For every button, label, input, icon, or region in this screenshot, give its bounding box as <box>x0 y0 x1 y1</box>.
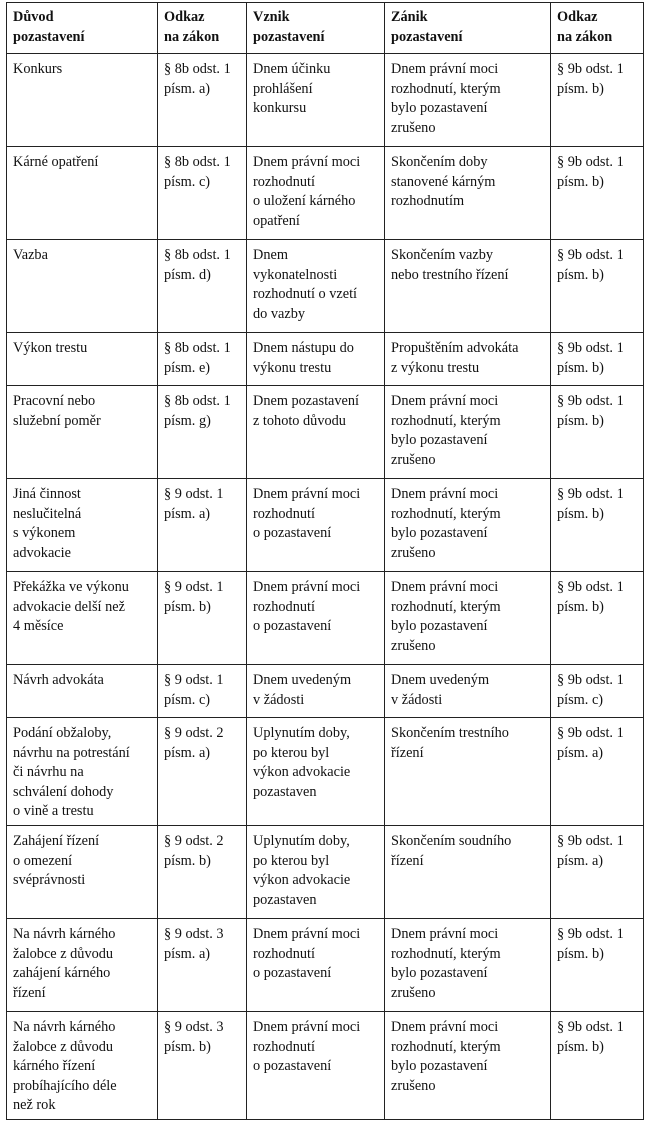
cell-law-ref-2: § 9b odst. 1 písm. b) <box>551 240 644 333</box>
cell-law-ref: § 8b odst. 1 písm. a) <box>158 54 247 147</box>
cell-termination: Dnem uvedeným v žádosti <box>385 665 551 718</box>
cell-law-ref: § 9 odst. 1 písm. b) <box>158 572 247 665</box>
cell-law-ref-2: § 9b odst. 1 písm. b) <box>551 1011 644 1119</box>
cell-law-ref: § 8b odst. 1 písm. g) <box>158 386 247 479</box>
cell-termination: Dnem právní moci rozhodnutí, kterým bylo pozastavení zrušeno <box>385 572 551 665</box>
header-reason: Důvod pozastavení <box>7 3 158 54</box>
cell-law-ref-2: § 9b odst. 1 písm. a) <box>551 825 644 918</box>
cell-law-ref-2: § 9b odst. 1 písm. c) <box>551 665 644 718</box>
cell-origin: Uplynutím doby, po kterou byl výkon advokacie pozastaven <box>247 825 385 918</box>
cell-law-ref-2: § 9b odst. 1 písm. b) <box>551 386 644 479</box>
cell-origin: Dnem vykonatelnosti rozhodnutí o vzetí do vazby <box>247 240 385 333</box>
cell-law-ref-2: § 9b odst. 1 písm. b) <box>551 147 644 240</box>
table-row <box>7 665 644 718</box>
table-row <box>7 240 644 333</box>
cell-origin: Dnem právní moci rozhodnutí o uložení kárného opatření <box>247 147 385 240</box>
table-header-row <box>7 3 644 54</box>
cell-law-ref: § 9 odst. 3 písm. a) <box>158 918 247 1011</box>
table-row <box>7 918 644 1011</box>
cell-reason: Návrh advokáta <box>7 665 158 718</box>
cell-termination: Skončením soudního řízení <box>385 825 551 918</box>
cell-law-ref-2: § 9b odst. 1 písm. b) <box>551 572 644 665</box>
cell-origin: Dnem uvedeným v žádosti <box>247 665 385 718</box>
table-row <box>7 333 644 386</box>
cell-origin: Dnem právní moci rozhodnutí o pozastavení <box>247 479 385 572</box>
cell-origin: Dnem účinku prohlášení konkursu <box>247 54 385 147</box>
table-row <box>7 386 644 479</box>
header-origin: Vznik pozastavení <box>247 3 385 54</box>
cell-reason: Pracovní nebo služební poměr <box>7 386 158 479</box>
cell-law-ref-2: § 9b odst. 1 písm. b) <box>551 333 644 386</box>
table-row <box>7 825 644 918</box>
cell-termination: Dnem právní moci rozhodnutí, kterým bylo pozastavení zrušeno <box>385 479 551 572</box>
cell-law-ref: § 8b odst. 1 písm. d) <box>158 240 247 333</box>
cell-law-ref: § 8b odst. 1 písm. e) <box>158 333 247 386</box>
cell-termination: Dnem právní moci rozhodnutí, kterým bylo pozastavení zrušeno <box>385 1011 551 1119</box>
cell-origin: Dnem právní moci rozhodnutí o pozastavení <box>247 1011 385 1119</box>
header-law-ref: Odkaz na zákon <box>158 3 247 54</box>
cell-termination: Dnem právní moci rozhodnutí, kterým bylo pozastavení zrušeno <box>385 386 551 479</box>
cell-reason: Na návrh kárného žalobce z důvodu kárného řízení probíhajícího déle než rok <box>7 1011 158 1119</box>
cell-reason: Kárné opatření <box>7 147 158 240</box>
header-termination: Zánik pozastavení <box>385 3 551 54</box>
cell-termination: Propuštěním advokáta z výkonu trestu <box>385 333 551 386</box>
cell-law-ref-2: § 9b odst. 1 písm. b) <box>551 918 644 1011</box>
cell-reason: Podání obžaloby, návrhu na potrestání či návrhu na schválení dohody o vině a trestu <box>7 718 158 826</box>
cell-reason: Na návrh kárného žalobce z důvodu zahájení kárného řízení <box>7 918 158 1011</box>
cell-reason: Konkurs <box>7 54 158 147</box>
cell-termination: Dnem právní moci rozhodnutí, kterým bylo pozastavení zrušeno <box>385 918 551 1011</box>
table-row <box>7 572 644 665</box>
cell-reason: Zahájení řízení o omezení svéprávnosti <box>7 825 158 918</box>
header-law-ref-2: Odkaz na zákon <box>551 3 644 54</box>
cell-origin: Dnem právní moci rozhodnutí o pozastavení <box>247 572 385 665</box>
cell-law-ref: § 9 odst. 2 písm. b) <box>158 825 247 918</box>
table-row <box>7 147 644 240</box>
cell-law-ref: § 9 odst. 3 písm. b) <box>158 1011 247 1119</box>
cell-termination: Skončením vazby nebo trestního řízení <box>385 240 551 333</box>
cell-origin: Dnem pozastavení z tohoto důvodu <box>247 386 385 479</box>
table-row <box>7 479 644 572</box>
cell-law-ref: § 9 odst. 2 písm. a) <box>158 718 247 826</box>
cell-reason: Překážka ve výkonu advokacie delší než 4 měsíce <box>7 572 158 665</box>
table-row <box>7 54 644 147</box>
table-row <box>7 718 644 826</box>
cell-termination: Dnem právní moci rozhodnutí, kterým bylo pozastavení zrušeno <box>385 54 551 147</box>
cell-law-ref: § 9 odst. 1 písm. c) <box>158 665 247 718</box>
cell-termination: Skončením doby stanovené kárným rozhodnutím <box>385 147 551 240</box>
cell-termination: Skončením trestního řízení <box>385 718 551 826</box>
cell-origin: Dnem právní moci rozhodnutí o pozastavení <box>247 918 385 1011</box>
cell-law-ref-2: § 9b odst. 1 písm. a) <box>551 718 644 826</box>
cell-reason: Výkon trestu <box>7 333 158 386</box>
cell-law-ref: § 8b odst. 1 písm. c) <box>158 147 247 240</box>
table-row <box>7 1011 644 1119</box>
cell-origin: Uplynutím doby, po kterou byl výkon advokacie pozastaven <box>247 718 385 826</box>
cell-reason: Vazba <box>7 240 158 333</box>
cell-law-ref: § 9 odst. 1 písm. a) <box>158 479 247 572</box>
cell-reason: Jiná činnost neslučitelná s výkonem advokacie <box>7 479 158 572</box>
cell-origin: Dnem nástupu do výkonu trestu <box>247 333 385 386</box>
cell-law-ref-2: § 9b odst. 1 písm. b) <box>551 479 644 572</box>
cell-law-ref-2: § 9b odst. 1 písm. b) <box>551 54 644 147</box>
suspension-table <box>6 2 644 1120</box>
